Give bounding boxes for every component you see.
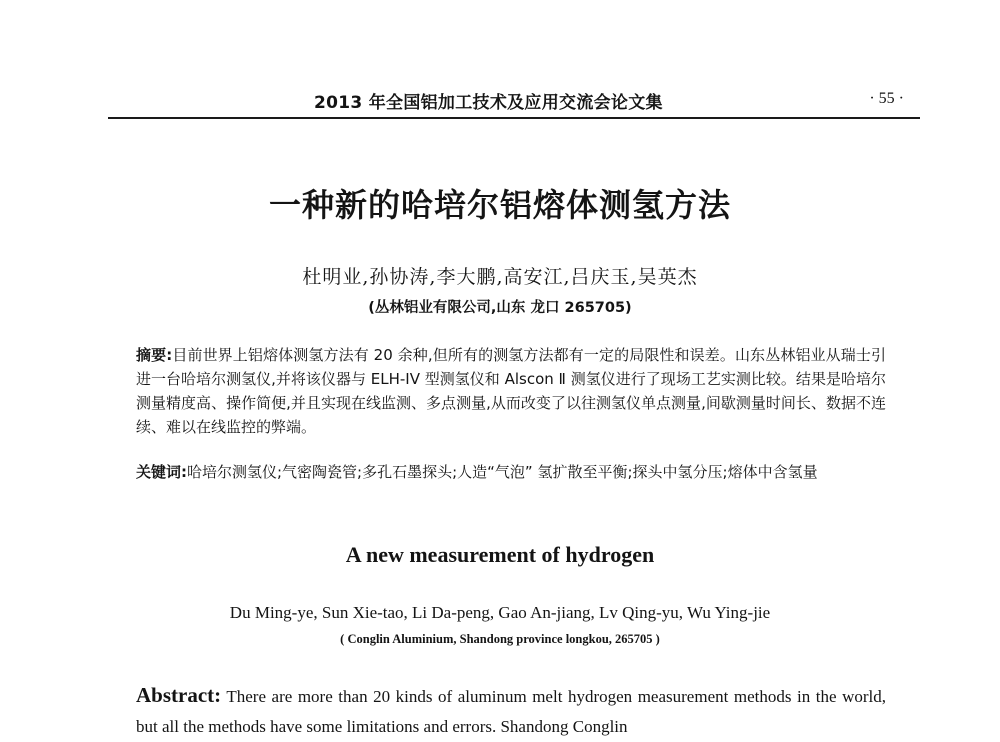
- affiliation-chinese: (丛林铝业有限公司,山东 龙口 265705): [368, 300, 632, 316]
- abstract-english: [136, 680, 886, 742]
- keywords-chinese-text: 哈培尔测氢仪;气密陶瓷管;多孔石墨探头;人造“气泡” 氢扩散至平衡;探头中氢分压;熔体中含氢量: [187, 463, 818, 481]
- abstract-chinese-text: 目前世界上铝熔体测氢方法有 20 余种,但所有的测氢方法都有一定的局限性和误差。山东丛林铝业从瑞士引进一台哈培尔测氢仪,并将该仪器与 ELH-IV 型测氢仪和 Alscon Ⅱ 测氢仪进行了现场工艺实测比较。结果是哈培尔测量精度高、操作简便,并且实现在线监测、多点测量,从而改变了以往测氢仪单点测量,间歇测量时间长、数据不连续、难以在线监控的弊端。: [136, 346, 887, 436]
- abstract-chinese: [136, 343, 886, 439]
- header-rule: [108, 117, 920, 119]
- keywords-chinese: [136, 460, 886, 484]
- authors-chinese: 杜明业,孙协涛,李大鹏,高安江,吕庆玉,吴英杰: [302, 266, 698, 288]
- running-header: [108, 86, 918, 116]
- authors-english: Du Ming-ye, Sun Xie-tao, Li Da-peng, Gao An-jiang, Lv Qing-yu, Wu Ying-jie: [229, 603, 771, 622]
- keywords-chinese-label: 关键词:: [136, 463, 187, 481]
- abstract-english-text: There are more than 20 kinds of aluminum melt hydrogen measurement methods in the world, but all the methods have some limitations and errors. Shandong Conglin: [136, 687, 886, 736]
- abstract-chinese-label: 摘要:: [136, 346, 173, 364]
- page-number: · 55 ·: [869, 90, 904, 107]
- paper-title-english: A new measurement of hydrogen: [345, 542, 655, 567]
- affiliation-english: ( Conglin Aluminium, Shandong province longkou, 265705 ): [340, 632, 660, 646]
- abstract-english-label: Abstract:: [136, 683, 222, 707]
- paper-title-chinese: 一种新的哈培尔铝熔体测氢方法: [268, 186, 731, 224]
- journal-title: 2013 年全国铝加工技术及应用交流会论文集: [314, 93, 663, 113]
